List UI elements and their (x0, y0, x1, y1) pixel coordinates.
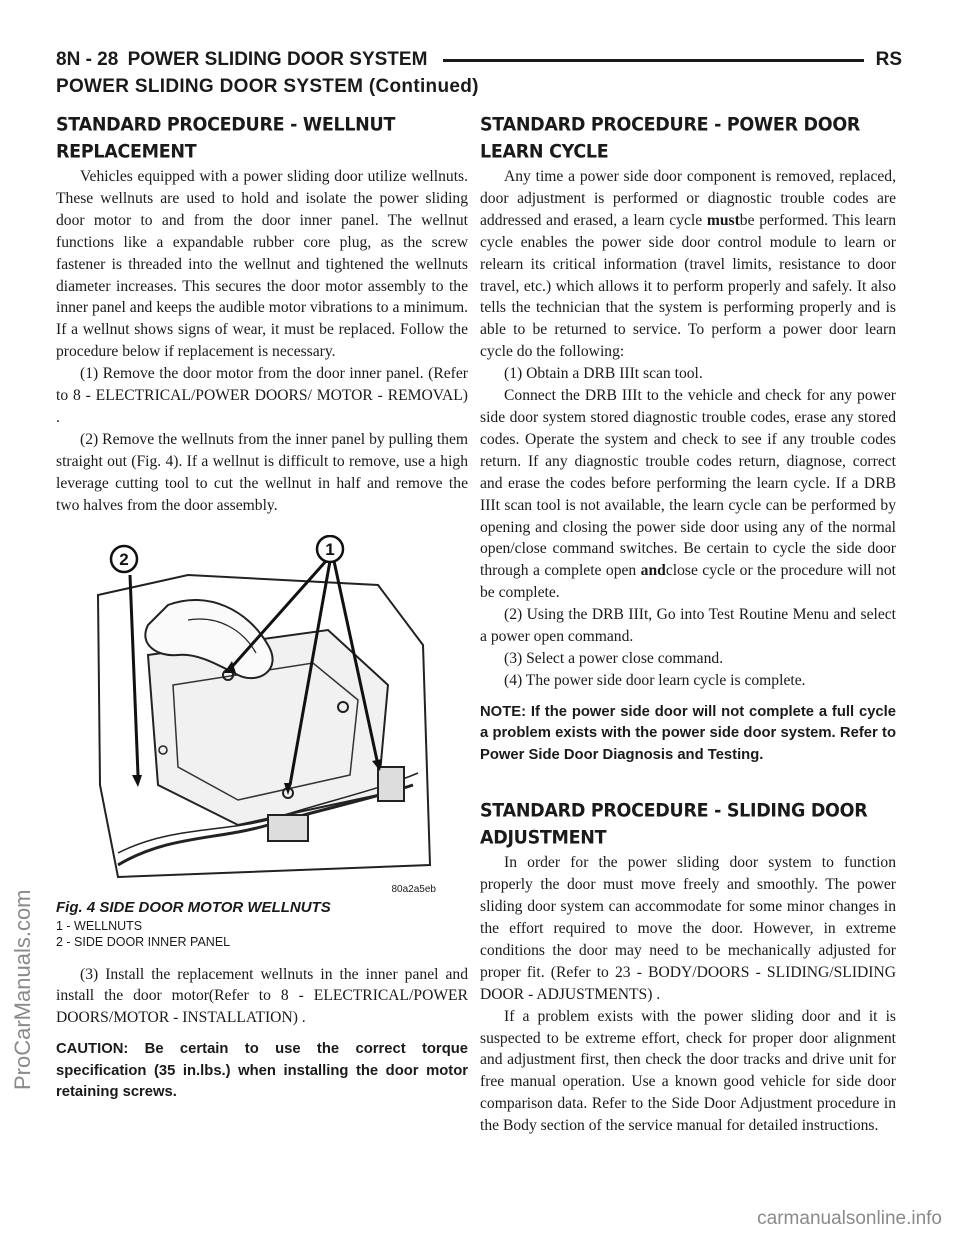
learn-step-4: (4) The power side door learn cycle is complete. (504, 671, 806, 689)
wellnut-step-3: (3) Install the replacement wellnuts in the inner panel and install the door motor(Refer to 8 - ELECTRICAL/POWER DOORS/MOTOR - INSTALLATION) . (56, 965, 468, 1027)
door-adjust-p2: If a problem exists with the power sliding door and it is suspected to be extreme effort, check for proper door alignment and adjustment first, then check the door tracks and drive unit for free manual operation. Use a known good vehicle for side door comparison data. Refer to the Side Door Adjustment procedure in the Body section of the service manual for detailed instructions. (480, 1007, 896, 1135)
wellnut-heading: STANDARD PROCEDURE - WELLNUT REPLACEMENT (56, 114, 396, 163)
figure-illustration (78, 535, 450, 895)
learn-intro-text-a: Any time a power side door component is removed, replaced, door adjustment is performed or diagnostic trouble codes are addressed and erased, a learn cycle (480, 168, 896, 229)
figure-caption: Fig. 4 SIDE DOOR MOTOR WELLNUTS (56, 898, 331, 916)
page-header (56, 44, 902, 76)
learn-step-1: (1) Obtain a DRB IIIt scan tool. (504, 365, 703, 383)
connect-text-a: Connect the DRB IIIt to the vehicle and check for any power side door system stored diagnostic trouble codes, erase any stored codes. Operate the system and check to see if any trouble codes return. If any diagnostic trouble codes return, diagnose, correct and erase the codes before performing the learn cycle. If a DRB IIIt scan tool is not available, the learn cycle can be performed by opening and closing the power side door using any of the normal open/close command switches. Be certain to cycle the side door through a complete open (480, 387, 896, 580)
learn-intro-text-b: be performed. This learn cycle enables the power side door control module to learn or relearn its critical information (travel limits, resistance to door travel, etc.) which allows it to perform properly and safely. It also tells the technician that the system is performing properly and is able to be returned to service. To perform a power door learn cycle do the following: (480, 211, 897, 361)
continued-title: POWER SLIDING DOOR SYSTEM (Continued) (56, 76, 479, 97)
footer-url: carmanualsonline.info (757, 1208, 942, 1229)
connect-and: and (640, 562, 666, 580)
door-adjust-p1: In order for the power sliding door system to function properly the door must move freely and smoothly. The power sliding door system can accommodate for some minor changes in the effort required to move the door. However, in extreme conditions the door may need to be mechanically adjusted for proper fit. (Refer to 23 - BODY/DOORS - SLIDING/SLIDING DOOR - ADJUSTMENTS) . (480, 854, 896, 1003)
section-title: POWER SLIDING DOOR SYSTEM (127, 49, 428, 70)
caution-torque: CAUTION: Be certain to use the correct torque specification (35 in.lbs.) when installing the door motor retaining screws. (56, 1041, 468, 1101)
figure-legend-1: 1 - WELLNUTS (56, 918, 143, 933)
learn-step-2: (2) Using the DRB IIIt, Go into Test Routine Menu and select a power open command. (480, 606, 896, 646)
note-full-cycle: NOTE: If the power side door will not complete a full cycle a problem exists with the power side door system. Refer to Power Side Door Diagnosis and Testing. (480, 703, 896, 763)
door-adjust-heading: STANDARD PROCEDURE - SLIDING DOOR ADJUSTMENT (480, 800, 868, 850)
learn-connect (480, 385, 896, 604)
header-left (56, 49, 431, 71)
connect-text-b: close cycle or the procedure will not be complete. (480, 562, 896, 602)
wellnut-intro: Vehicles equipped with a power sliding door utilize wellnuts. These wellnuts are used to hold and isolate the power sliding door motor to and from the door inner panel. The wellnut functions like a expandable rubber core plug, as the screw fastener is threaded into the wellnut and tightened the wellnuts diameter increases. This secures the door motor assembly to the inner panel and keeps the audible motor vibrations to a minimum. If a wellnut shows signs of wear, it must be replaced. Follow the procedure below if replacement is necessary. (56, 168, 468, 361)
watermark: ProCarManuals.com (10, 889, 35, 1090)
header-rule (443, 59, 863, 62)
learn-cycle-heading: STANDARD PROCEDURE - POWER DOOR LEARN CYCLE (480, 114, 861, 163)
wellnut-step-1: (1) Remove the door motor from the door inner panel. (Refer to 8 - ELECTRICAL/POWER DOORS/ MOTOR - REMOVAL) . (56, 365, 468, 426)
door-motor-wellnuts-drawing (78, 535, 450, 895)
page-code: 8N - 28 (56, 49, 119, 70)
callout-1: 1 (325, 539, 335, 559)
callout-2: 2 (119, 549, 129, 569)
learn-intro-must: must (706, 211, 740, 229)
figure-code: 80a2a5eb (391, 883, 436, 895)
learn-cycle-intro (480, 166, 896, 363)
right-column (480, 112, 896, 1137)
left-column (56, 112, 468, 1104)
figure-legend-2: 2 - SIDE DOOR INNER PANEL (56, 934, 231, 949)
model-code: RS (875, 49, 902, 70)
figure-4 (56, 535, 468, 950)
wellnut-step-2: (2) Remove the wellnuts from the inner panel by pulling them straight out (Fig. 4). If a wellnut is difficult to remove, use a high leverage cutting tool to cut the wellnut in half and remove the two halves from the door assembly. (56, 430, 468, 514)
learn-step-3: (3) Select a power close command. (504, 649, 724, 667)
